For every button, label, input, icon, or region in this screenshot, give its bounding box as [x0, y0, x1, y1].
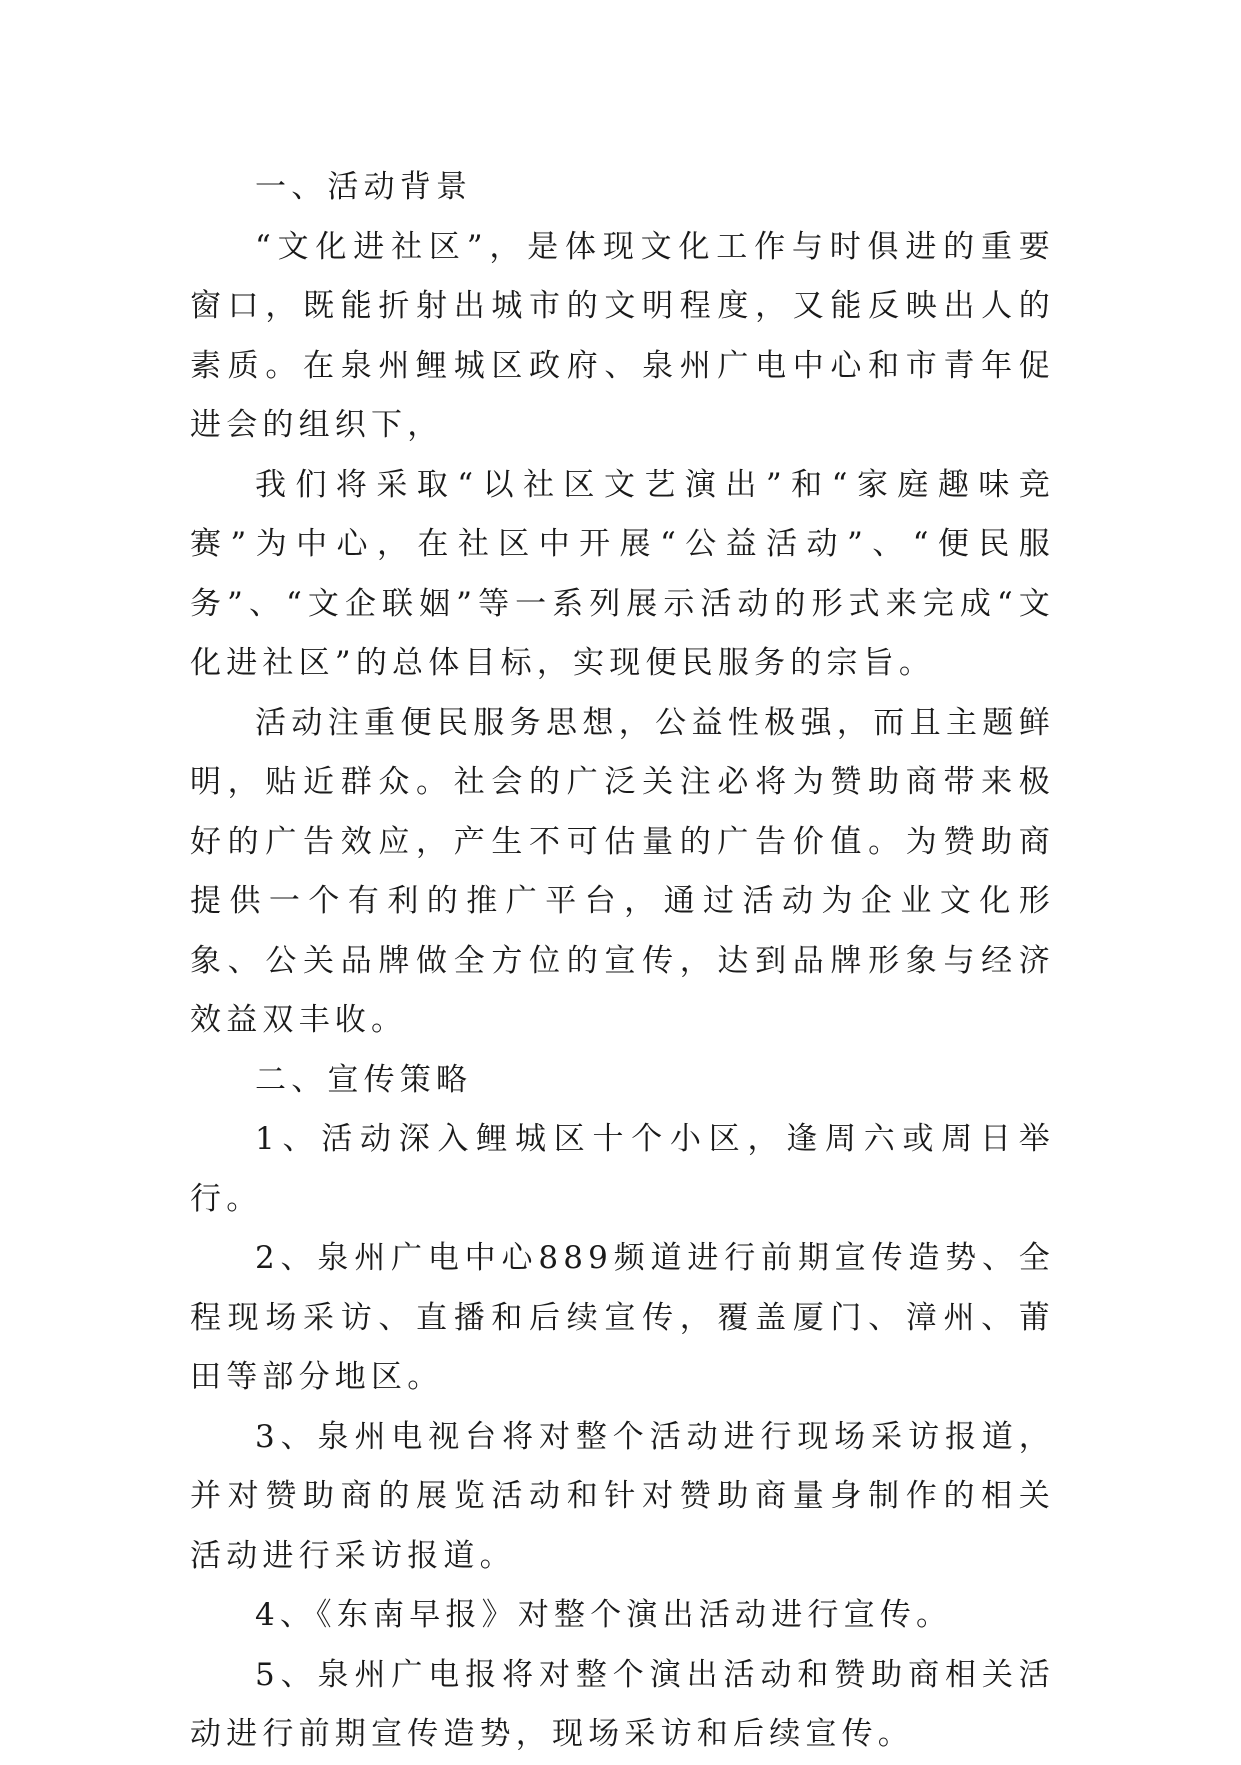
- list-item-3: 3、泉州电视台将对整个活动进行现场采访报道，并对赞助商的展览活动和针对赞助商量身制作的相关活动进行采访报道。: [190, 1418, 1055, 1574]
- document-body: [190, 158, 1055, 1765]
- section-heading-promotion: 二、宣传策略: [255, 1061, 473, 1098]
- paragraph-activity-approach: 我们将采取“以社区文艺演出”和“家庭趣味竞赛”为中心，在社区中开展“公益活动”、“便民服务”、“文企联姻”等一系列展示活动的形式来完成“文化进社区”的总体目标，实现便民服务的宗旨。: [190, 466, 1055, 681]
- list-item-4: 4、《东南早报》对整个演出活动进行宣传。: [255, 1597, 953, 1633]
- section-heading-background: 一、活动背景: [255, 169, 473, 205]
- paragraph-culture-intro: “文化进社区”，是体现文化工作与时俱进的重要窗口，既能折射出城市的文明程度，又能反映出人的素质。在泉州鲤城区政府、泉州广电中心和市青年促进会的组织下，: [190, 228, 1055, 443]
- paragraph-sponsor-value: 活动注重便民服务思想，公益性极强，而且主题鲜明，贴近群众。社会的广泛关注必将为赞助商带来极好的广告效应，产生不可估量的广告价值。为赞助商提供一个有利的推广平台，通过活动为企业文化形象、公关品牌做全方位的宣传，达到品牌形象与经济效益双丰收。: [190, 704, 1055, 1038]
- list-item-1: 1、活动深入鲤城区十个小区，逢周六或周日举行。: [190, 1121, 1055, 1217]
- list-item-5: 5、泉州广电报将对整个演出活动和赞助商相关活动进行前期宣传造势，现场采访和后续宣传。: [190, 1656, 1055, 1752]
- list-item-2: 2、泉州广电中心889频道进行前期宣传造势、全程现场采访、直播和后续宣传，覆盖厦门、漳州、莆田等部分地区。: [190, 1240, 1055, 1395]
